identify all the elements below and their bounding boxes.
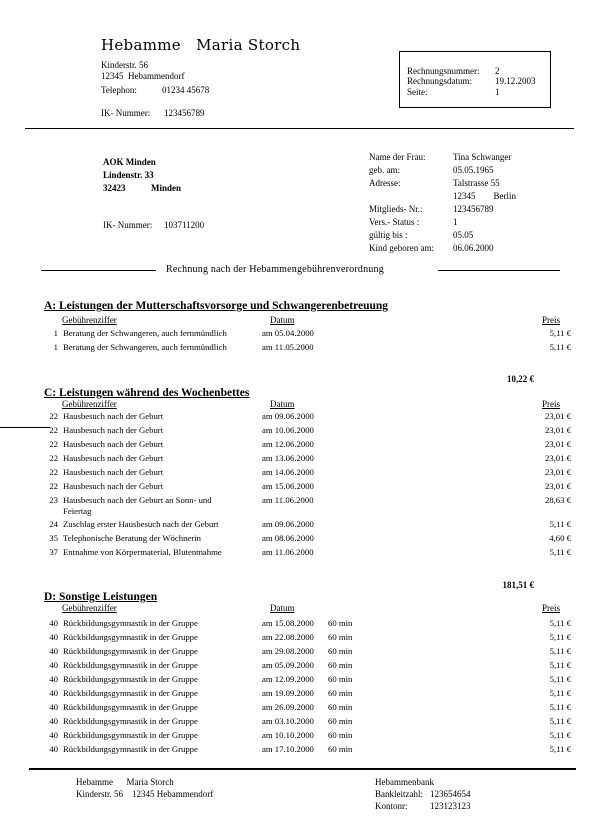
patient-field-label: geb. am: (369, 165, 400, 175)
row-date: am 11.06.2000 (262, 547, 314, 557)
recipient-ik-label: IK- Nummer: (103, 220, 153, 230)
patient-field-label: Adresse: (369, 178, 401, 188)
footer-address: Kinderstr. 56 12345 Hebammendorf (76, 789, 214, 799)
section-total: 10,22 € (507, 374, 534, 384)
table-row (0, 495, 600, 516)
col-header-price: Preis (542, 315, 560, 325)
row-code: 40 (49, 674, 58, 684)
row-duration: 60 min (328, 674, 353, 684)
row-description: Beratung der Schwangeren, auch fernmündlich (63, 328, 227, 338)
patient-field-value: 05.05 (453, 230, 474, 240)
row-code: 40 (49, 716, 58, 726)
footer-divider (29, 768, 576, 770)
table-row (0, 547, 600, 561)
row-price: 23,01 € (544, 411, 571, 421)
row-code: 40 (49, 702, 58, 712)
table-row (0, 411, 600, 425)
table-row (0, 688, 600, 702)
table-row (0, 467, 600, 481)
row-date: am 10.10.2000 (262, 730, 314, 740)
row-code: 24 (49, 519, 58, 529)
col-header-date: Datum (270, 399, 295, 409)
row-description: Rückbildungsgymnastik in der Gruppe (63, 618, 198, 628)
table-row (0, 533, 600, 547)
patient-field-value: 1 (453, 217, 458, 227)
row-duration: 60 min (328, 618, 353, 628)
row-description: Rückbildungsgymnastik in der Gruppe (63, 646, 198, 656)
row-code: 35 (49, 533, 58, 543)
footer-account-label: Kontonr: (375, 801, 408, 811)
table-row (0, 439, 600, 453)
row-date: am 11.06.2000 (262, 495, 314, 505)
table-row (0, 519, 600, 533)
row-description: Rückbildungsgymnastik in der Gruppe (63, 730, 198, 740)
row-duration: 60 min (328, 632, 353, 642)
row-date: am 11.05.2000 (262, 342, 314, 352)
row-code: 22 (49, 439, 58, 449)
row-price: 5,11 € (549, 702, 571, 712)
sender-ik-label: IK- Nummer: (101, 108, 151, 118)
patient-field-label: Kind geboren am: (369, 243, 434, 253)
table-row (0, 618, 600, 632)
row-code: 22 (49, 411, 58, 421)
table-row (0, 328, 600, 342)
row-code: 23 (49, 495, 58, 505)
row-price: 5,11 € (549, 744, 571, 754)
table-row (0, 744, 600, 758)
row-price: 5,11 € (549, 688, 571, 698)
row-description-cont: Feiertag (63, 506, 92, 516)
row-duration: 60 min (328, 744, 353, 754)
table-row (0, 660, 600, 674)
col-header-code: Gebührenziffer (62, 315, 117, 325)
table-row (0, 425, 600, 439)
row-price: 23,01 € (544, 453, 571, 463)
row-description: Telephonische Beratung der Wöchnerin (63, 533, 201, 543)
invoice-page: 1 (495, 87, 500, 97)
recipient-zip: 32423 (103, 183, 126, 193)
patient-field-value: Talstrasse 55 (453, 178, 500, 188)
footer-account: 123123123 (430, 801, 471, 811)
row-price: 23,01 € (544, 467, 571, 477)
table-row (0, 730, 600, 744)
row-price: 28,63 € (544, 495, 571, 505)
table-row (0, 646, 600, 660)
row-date: am 08.06.2000 (262, 533, 314, 543)
row-price: 5,11 € (549, 646, 571, 656)
row-description: Hausbesuch nach der Geburt (63, 425, 164, 435)
patient-field-label: gültig bis : (369, 230, 408, 240)
table-row (0, 716, 600, 730)
row-description: Hausbesuch nach der Geburt (63, 453, 164, 463)
col-header-date: Datum (270, 315, 295, 325)
row-duration: 60 min (328, 646, 353, 656)
invoice-number: 2 (495, 66, 500, 76)
row-description: Rückbildungsgymnastik in der Gruppe (63, 632, 198, 642)
row-duration: 60 min (328, 660, 353, 670)
row-code: 40 (49, 660, 58, 670)
row-code: 40 (49, 646, 58, 656)
section-title: A: Leistungen der Mutterschaftsvorsorge und Schwangerenbetreuung (44, 300, 389, 312)
patient-field-value: 123456789 (453, 204, 494, 214)
row-price: 5,11 € (549, 716, 571, 726)
row-code: 22 (49, 453, 58, 463)
row-description: Hausbesuch nach der Geburt (63, 467, 164, 477)
heading-rule-right (438, 270, 560, 271)
row-code: 22 (49, 467, 58, 477)
row-price: 23,01 € (544, 425, 571, 435)
invoice-page-label: Seite: (407, 87, 428, 97)
invoice-heading: Rechnung nach der Hebammengebührenverordnung (166, 264, 384, 275)
row-date: am 22.08.2000 (262, 632, 314, 642)
patient-field-value: 12345 Berlin (453, 191, 516, 201)
row-price: 23,01 € (544, 439, 571, 449)
recipient-ik: 103711200 (164, 220, 205, 230)
row-date: am 12.09.2000 (262, 674, 314, 684)
row-description: Beratung der Schwangeren, auch fernmündlich (63, 342, 227, 352)
recipient-street: Lindenstr. 33 (103, 170, 154, 180)
col-header-date: Datum (270, 603, 295, 613)
row-description: Rückbildungsgymnastik in der Gruppe (63, 702, 198, 712)
row-code: 22 (49, 425, 58, 435)
invoice-number-label: Rechnungsnummer: (407, 66, 480, 76)
invoice-date: 19.12.2003 (495, 76, 536, 86)
row-price: 5,11 € (549, 730, 571, 740)
patient-field-label: Name der Frau: (369, 152, 426, 162)
row-date: am 03.10.2000 (262, 716, 314, 726)
row-description: Hausbesuch nach der Geburt an Sonn- und (63, 495, 212, 505)
row-code: 40 (49, 632, 58, 642)
row-date: am 29.08.2000 (262, 646, 314, 656)
row-duration: 60 min (328, 716, 353, 726)
row-duration: 60 min (328, 730, 353, 740)
recipient-name: AOK Minden (103, 157, 156, 167)
row-code: 40 (49, 618, 58, 628)
section-total: 181,51 € (502, 580, 534, 590)
row-date: am 09.06.2000 (262, 411, 314, 421)
invoice-date-label: Rechnungsdatum: (407, 76, 472, 86)
sender-phone: 01234 45678 (162, 85, 210, 95)
sender-phone-label: Telephon: (101, 85, 137, 95)
row-price: 5,11 € (549, 618, 571, 628)
row-date: am 15.08.2000 (262, 618, 314, 628)
row-price: 5,11 € (549, 632, 571, 642)
row-date: am 19.09.2000 (262, 688, 314, 698)
table-row (0, 632, 600, 646)
sender-city: 12345 Hebammendorf (101, 71, 185, 81)
sender-ik: 123456789 (164, 108, 205, 118)
sender-street: Kinderstr. 56 (101, 60, 148, 70)
patient-field-value: Tina Schwanger (453, 152, 512, 162)
row-date: am 09.06.2000 (262, 519, 314, 529)
row-code: 1 (53, 328, 58, 338)
footer-bank: Hebammenbank (375, 777, 434, 787)
table-row (0, 453, 600, 467)
recipient-city: Minden (151, 183, 182, 193)
heading-rule-left (41, 270, 156, 271)
row-duration: 60 min (328, 702, 353, 712)
header-divider (25, 128, 574, 129)
row-code: 40 (49, 688, 58, 698)
row-code: 22 (49, 481, 58, 491)
patient-field-value: 06.06.2000 (453, 243, 494, 253)
row-price: 5,11 € (549, 660, 571, 670)
row-date: am 13.06.2000 (262, 453, 314, 463)
row-date: am 17.10.2000 (262, 744, 314, 754)
table-row (0, 481, 600, 495)
section-title: C: Leistungen während des Wochenbettes (44, 387, 250, 399)
row-date: am 14.06.2000 (262, 467, 314, 477)
footer-name: Hebamme Maria Storch (76, 777, 174, 787)
row-date: am 05.09.2000 (262, 660, 314, 670)
row-code: 40 (49, 744, 58, 754)
row-description: Zuschlag erster Hausbesuch nach der Geburt (63, 519, 219, 529)
row-price: 5,11 € (549, 328, 571, 338)
row-date: am 10.06.2000 (262, 425, 314, 435)
row-price: 5,11 € (549, 547, 571, 557)
row-duration: 60 min (328, 688, 353, 698)
row-description: Rückbildungsgymnastik in der Gruppe (63, 744, 198, 754)
row-description: Rückbildungsgymnastik in der Gruppe (63, 688, 198, 698)
row-description: Hausbesuch nach der Geburt (63, 411, 164, 421)
sender-title: Hebamme Maria Storch (101, 36, 301, 54)
table-row (0, 674, 600, 688)
row-price: 4,60 € (549, 533, 571, 543)
row-code: 37 (49, 547, 58, 557)
col-header-code: Gebührenziffer (62, 603, 117, 613)
col-header-price: Preis (542, 603, 560, 613)
col-header-price: Preis (542, 399, 560, 409)
patient-field-label: Mitglieds- Nr.: (369, 204, 423, 214)
row-description: Rückbildungsgymnastik in der Gruppe (63, 716, 198, 726)
footer-blz: 123654654 (430, 789, 471, 799)
patient-field-value: 05.05.1965 (453, 165, 494, 175)
row-description: Hausbesuch nach der Geburt (63, 439, 164, 449)
patient-field-label: Vers.- Status : (369, 217, 420, 227)
section-title: D: Sonstige Leistungen (44, 591, 158, 603)
row-price: 5,11 € (549, 342, 571, 352)
row-description: Entnahme von Körpermaterial, Blutentnahme (63, 547, 222, 557)
row-date: am 12.06.2000 (262, 439, 314, 449)
row-date: am 15.06.2000 (262, 481, 314, 491)
fold-mark (0, 427, 50, 428)
row-date: am 26.09.2000 (262, 702, 314, 712)
col-header-code: Gebührenziffer (62, 399, 117, 409)
row-code: 40 (49, 730, 58, 740)
row-description: Rückbildungsgymnastik in der Gruppe (63, 660, 198, 670)
row-code: 1 (53, 342, 58, 352)
table-row (0, 342, 600, 356)
row-description: Hausbesuch nach der Geburt (63, 481, 164, 491)
row-price: 5,11 € (549, 519, 571, 529)
table-row (0, 702, 600, 716)
row-date: am 05.04.2000 (262, 328, 314, 338)
footer-blz-label: Bankleitzahl: (375, 789, 423, 799)
row-price: 5,11 € (549, 674, 571, 684)
row-description: Rückbildungsgymnastik in der Gruppe (63, 674, 198, 684)
row-price: 23,01 € (544, 481, 571, 491)
